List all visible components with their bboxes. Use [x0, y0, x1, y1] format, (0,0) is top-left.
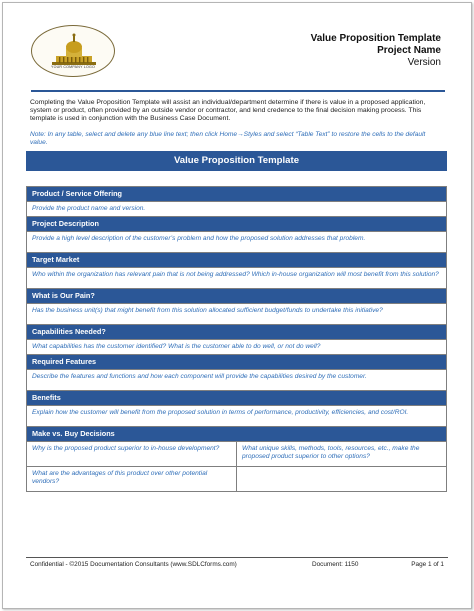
table-section-text[interactable]: Has the business unit(s) that might benefit from this solution allocated sufficient budget/funds to undertake this initiative? [27, 303, 446, 325]
footer-rule [26, 557, 448, 558]
table-section-text[interactable]: What capabilities has the customer identified? What is the customer able to do well, or not do well? [27, 339, 446, 355]
table-section-text[interactable]: Provide a high level description of the customer’s problem and how the proposed solution addresses that problem. [27, 231, 446, 253]
decision-cell[interactable]: What are the advantages of this product over other potential vendors? [27, 466, 237, 491]
decisions-heading: Make vs. Buy Decisions [27, 427, 446, 441]
decision-cell[interactable]: What unique skills, methods, tools, resources, etc., make the proposed product superior to other options? [237, 441, 447, 466]
project-name: Project Name [377, 45, 441, 56]
decisions-grid [27, 441, 446, 491]
table-section-text[interactable]: Describe the features and functions and how each component will provide the capabilities desired by the customer. [27, 369, 446, 391]
capitol-building-icon [32, 26, 115, 77]
page-footer [30, 561, 444, 571]
instruction-note: Note: In any table, select and delete any blue line text; then click Home→Styles and select “Table Text” to restore the cells to the default value. [30, 131, 426, 147]
value-proposition-table [26, 186, 447, 492]
decision-cell[interactable]: Why is the proposed product superior to in-house development? [27, 441, 237, 466]
intro-paragraph: Completing the Value Proposition Template will assist an individual/department determine if there is value in a proposed application, system or product, often provided by an outside vendor or contractor, and lend credence to the final decision making process. This template is used in conjunction with the Business Case Document. [30, 99, 426, 123]
decision-cell-empty[interactable] [237, 466, 447, 491]
table-section-text[interactable]: Provide the product name and version. [27, 201, 446, 217]
document-header [311, 33, 441, 69]
footer-page-number: Page 1 of 1 [411, 561, 444, 568]
document-title: Value Proposition Template [310, 33, 441, 44]
header-rule [31, 90, 445, 92]
company-logo [31, 25, 115, 77]
table-section-heading: Target Market [27, 253, 446, 267]
footer-copyright: Confidential - ©2015 Documentation Consultants (www.SDLCforms.com) [30, 561, 237, 568]
table-section-text[interactable]: Who within the organization has relevant pain that is not being addressed? Which in-house organization will most benefit from this solution? [27, 267, 446, 289]
footer-document-number: Document: 1150 [312, 561, 359, 568]
section-banner: Value Proposition Template [26, 151, 447, 171]
table-section-heading: What is Our Pain? [27, 289, 446, 303]
logo-text: YOUR COMPANY LOGO [50, 65, 95, 69]
table-section-heading: Project Description [27, 217, 446, 231]
table-section-text[interactable]: Explain how the customer will benefit from the proposed solution in terms of performance, productivity, efficiencies, and cost/ROI. [27, 405, 446, 427]
table-section-heading: Capabilities Needed? [27, 325, 446, 339]
document-version: Version [407, 57, 441, 68]
table-section-heading: Required Features [27, 355, 446, 369]
table-section-heading: Product / Service Offering [27, 187, 446, 201]
table-section-heading: Benefits [27, 391, 446, 405]
logo-oval [31, 25, 115, 77]
